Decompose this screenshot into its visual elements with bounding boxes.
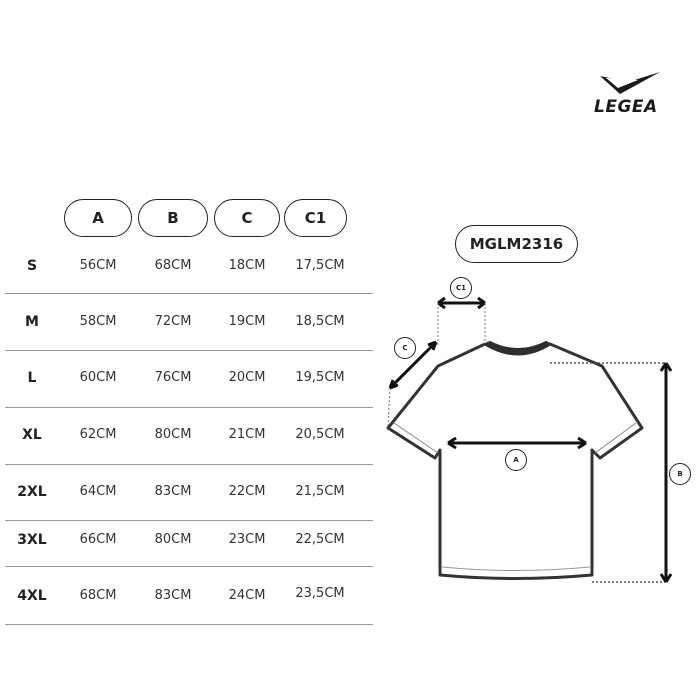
model-code: MGLM2316 xyxy=(455,225,578,263)
tshirt-diagram xyxy=(380,270,683,600)
size-label: L xyxy=(27,370,37,386)
cell-a: 64CM xyxy=(79,484,117,499)
size-label: S xyxy=(26,258,38,274)
row-divider xyxy=(5,520,373,521)
tshirt-outline-icon xyxy=(380,270,680,600)
column-header-c1: C1 xyxy=(284,199,347,237)
cell-a: 66CM xyxy=(79,532,117,547)
column-header-a: A xyxy=(64,199,132,237)
row-divider xyxy=(5,464,373,465)
brand-logo xyxy=(590,70,670,120)
cell-b: 80CM xyxy=(154,532,192,547)
cell-c: 23CM xyxy=(228,532,266,547)
row-divider xyxy=(5,350,373,351)
cell-a: 62CM xyxy=(79,427,117,442)
cell-b: 80CM xyxy=(154,427,192,442)
cell-c: 21CM xyxy=(228,427,266,442)
cell-c: 18CM xyxy=(228,258,266,273)
cell-a: 60CM xyxy=(79,370,117,385)
cell-b: 72CM xyxy=(154,314,192,329)
dimension-c1-badge: C1 xyxy=(450,277,472,299)
row-divider xyxy=(5,407,373,408)
cell-c: 24CM xyxy=(228,588,266,603)
brand-name: LEGEA xyxy=(594,97,658,117)
dimension-c-badge: C xyxy=(394,337,416,359)
cell-c1: 17,5CM xyxy=(295,258,345,273)
column-header-c: C xyxy=(214,199,280,237)
row-divider xyxy=(5,624,373,625)
size-label: M xyxy=(25,314,39,330)
cell-c1: 21,5CM xyxy=(295,484,345,499)
cell-a: 58CM xyxy=(79,314,117,329)
cell-b: 83CM xyxy=(154,588,192,603)
size-label: 2XL xyxy=(17,484,47,500)
size-label: 3XL xyxy=(17,532,47,548)
row-divider xyxy=(5,566,373,567)
cell-c: 19CM xyxy=(228,314,266,329)
logo-swoosh-icon xyxy=(598,70,662,96)
cell-b: 68CM xyxy=(154,258,192,273)
cell-c1: 22,5CM xyxy=(295,532,345,547)
size-label: XL xyxy=(22,427,42,443)
cell-b: 76CM xyxy=(154,370,192,385)
size-label: 4XL xyxy=(17,588,47,604)
cell-a: 68CM xyxy=(79,588,117,603)
cell-c1: 20,5CM xyxy=(295,427,345,442)
dimension-b-badge: B xyxy=(669,463,691,485)
column-header-b: B xyxy=(138,199,208,237)
dimension-a-badge: A xyxy=(505,449,527,471)
cell-c1: 18,5CM xyxy=(295,314,345,329)
cell-c1: 19,5CM xyxy=(295,370,345,385)
cell-c1: 23,5CM xyxy=(295,586,345,601)
row-divider xyxy=(5,293,373,294)
cell-b: 83CM xyxy=(154,484,192,499)
cell-c: 22CM xyxy=(228,484,266,499)
cell-c: 20CM xyxy=(228,370,266,385)
cell-a: 56CM xyxy=(79,258,117,273)
